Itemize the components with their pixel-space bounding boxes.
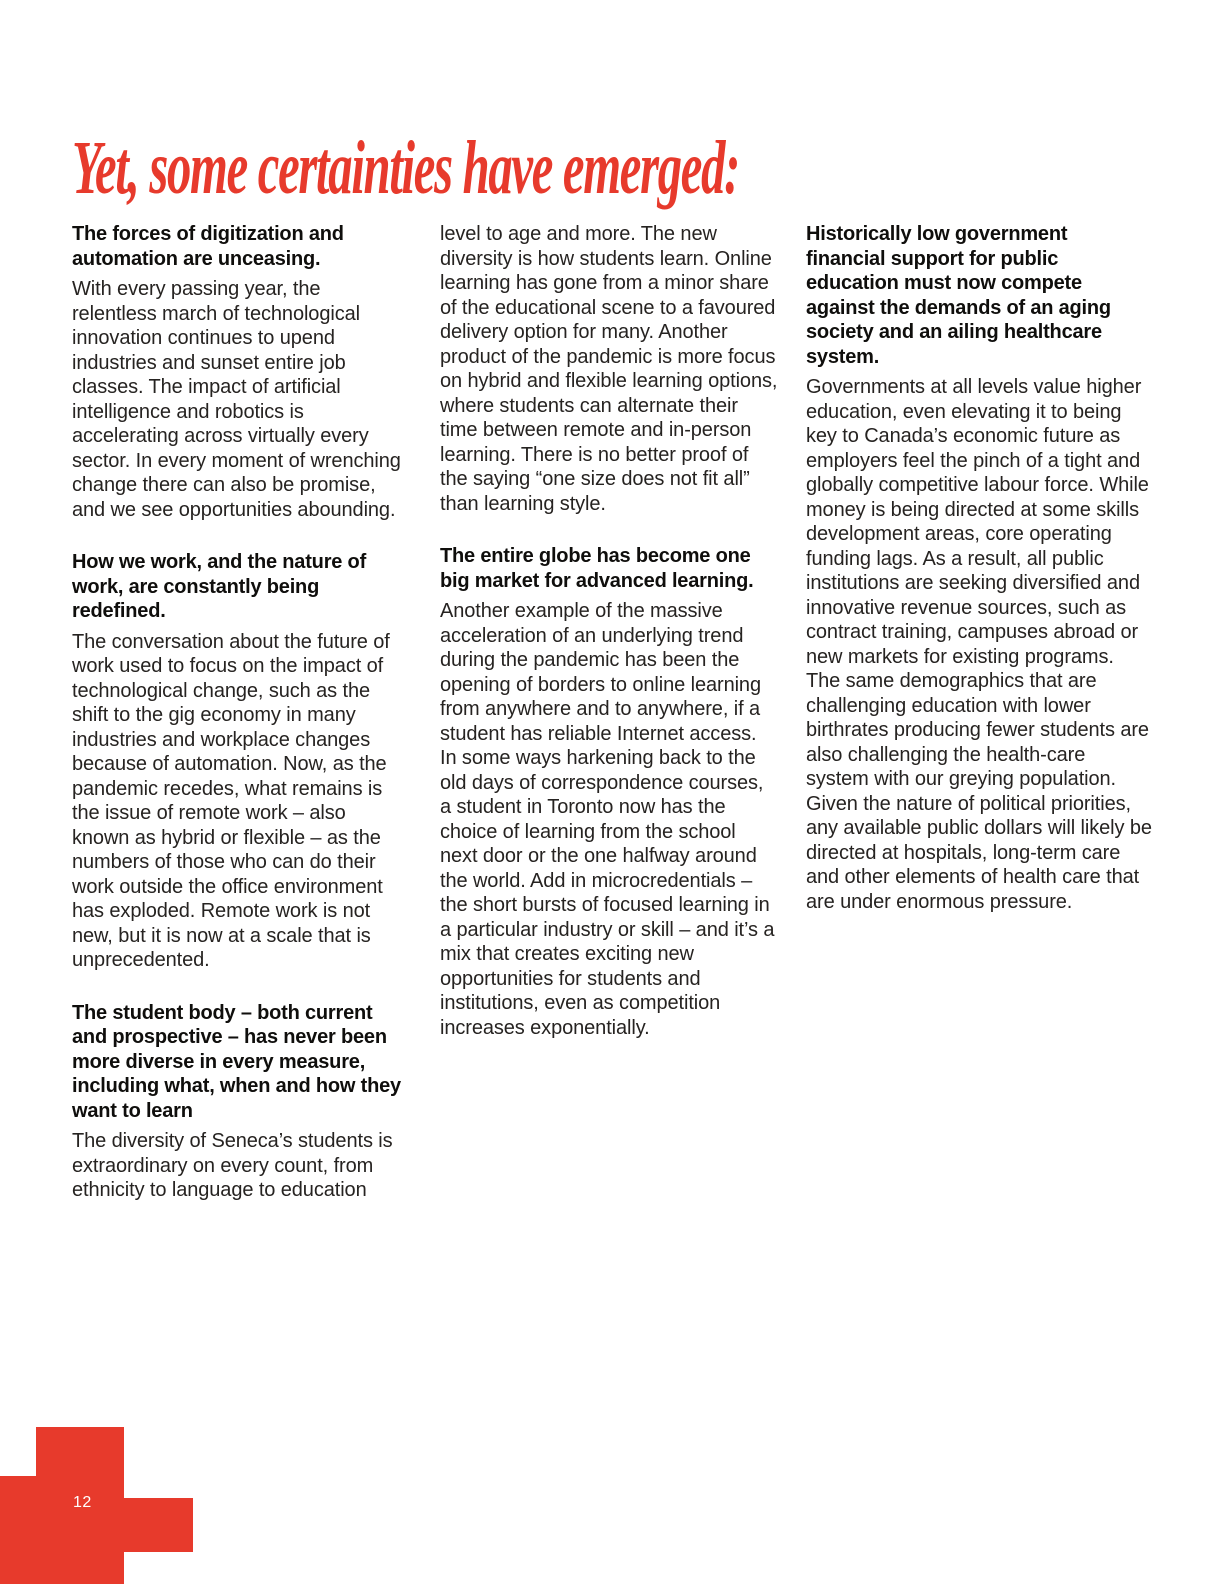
section-paragraph: The conversation about the future of work used to focus on the impact of technological change, such as the shift to the gig economy in many industries and workplace changes because of automation. Now, as the pandemic recedes, what remains is the issue of remote work – also known as hybrid or flexible – as the numbers of those who can do their work outside the office environment has exploded. Remote work is not new, but it is now at a scale that is unprecedented. — [72, 630, 390, 971]
section-paragraph: Governments at all levels value higher education, even elevating it to being key to Canada’s economic future as employers feel the pinch of a tight and globally competitive labour force. While money is being directed at some skills development areas, core operating funding lags. As a result, all public institutions are seeking diversified and innovative revenue sources, such as contract training, campuses abroad or new markets for existing programs. The same demographics that are challenging education with lower birthrates producing fewer students are also challenging the health-care system with our greying population. Given the nature of political priorities, any available public dollars will likely be directed at hospitals, long-term care and other elements of health care that are under enormous pressure. — [806, 376, 1152, 913]
section-heading: Historically low government financial support for public education must now compete against the demands of an aging society and an ailing healthcare system. — [806, 223, 1111, 368]
page-number: 12 — [73, 1494, 92, 1511]
page-title: Yet, some certainties have emerged: — [72, 126, 740, 210]
text-column-middle — [440, 222, 778, 1040]
section-heading: The forces of digitization and automation are unceasing. — [72, 223, 344, 270]
section-heading: The student body – both current and prospective – has never been more diverse in every measure, including what, when and how they want to learn — [72, 1001, 401, 1122]
section-heading: How we work, and the nature of work, are constantly being redefined. — [72, 551, 367, 622]
text-column-right — [806, 222, 1152, 914]
section-paragraph: With every passing year, the relentless march of technological innovation continues to upend industries and sunset entire job classes. The impact of artificial intelligence and robotics is accelerating across virtually every sector. In every moment of wrenching change there can also be promise, and we see opportunities abounding. — [72, 278, 401, 521]
section-paragraph-continuation: level to age and more. The new diversity is how students learn. Online learning has gone from a minor share of the educational scene to a favoured delivery option for many. Another product of the pandemic is more focus on hybrid and flexible learning options, where students can alternate their time between remote and in-person learning. There is no better proof of the saying “one size does not fit all” than learning style. — [440, 223, 778, 515]
brand-pixel-block-small — [124, 1498, 193, 1552]
section-paragraph: Another example of the massive acceleration of an underlying trend during the pandemic has been the opening of borders to online learning from anywhere and to anywhere, if a student has reliable Internet access. In some ways harkening back to the old days of correspondence courses, a student in Toronto now has the choice of learning from the school next door or the one halfway around the world. Add in microcredentials – the short bursts of focused learning in a particular industry or skill – and it’s a mix that creates exciting new opportunities for students and institutions, even as competition increases exponentially. — [440, 600, 775, 1039]
section-heading: The entire globe has become one big market for advanced learning. — [440, 545, 754, 592]
section-paragraph: The diversity of Seneca’s students is extraordinary on every count, from ethnicity to language to education — [72, 1130, 393, 1201]
text-column-left — [72, 222, 404, 1203]
brand-pixel-block-corner — [0, 1476, 124, 1584]
